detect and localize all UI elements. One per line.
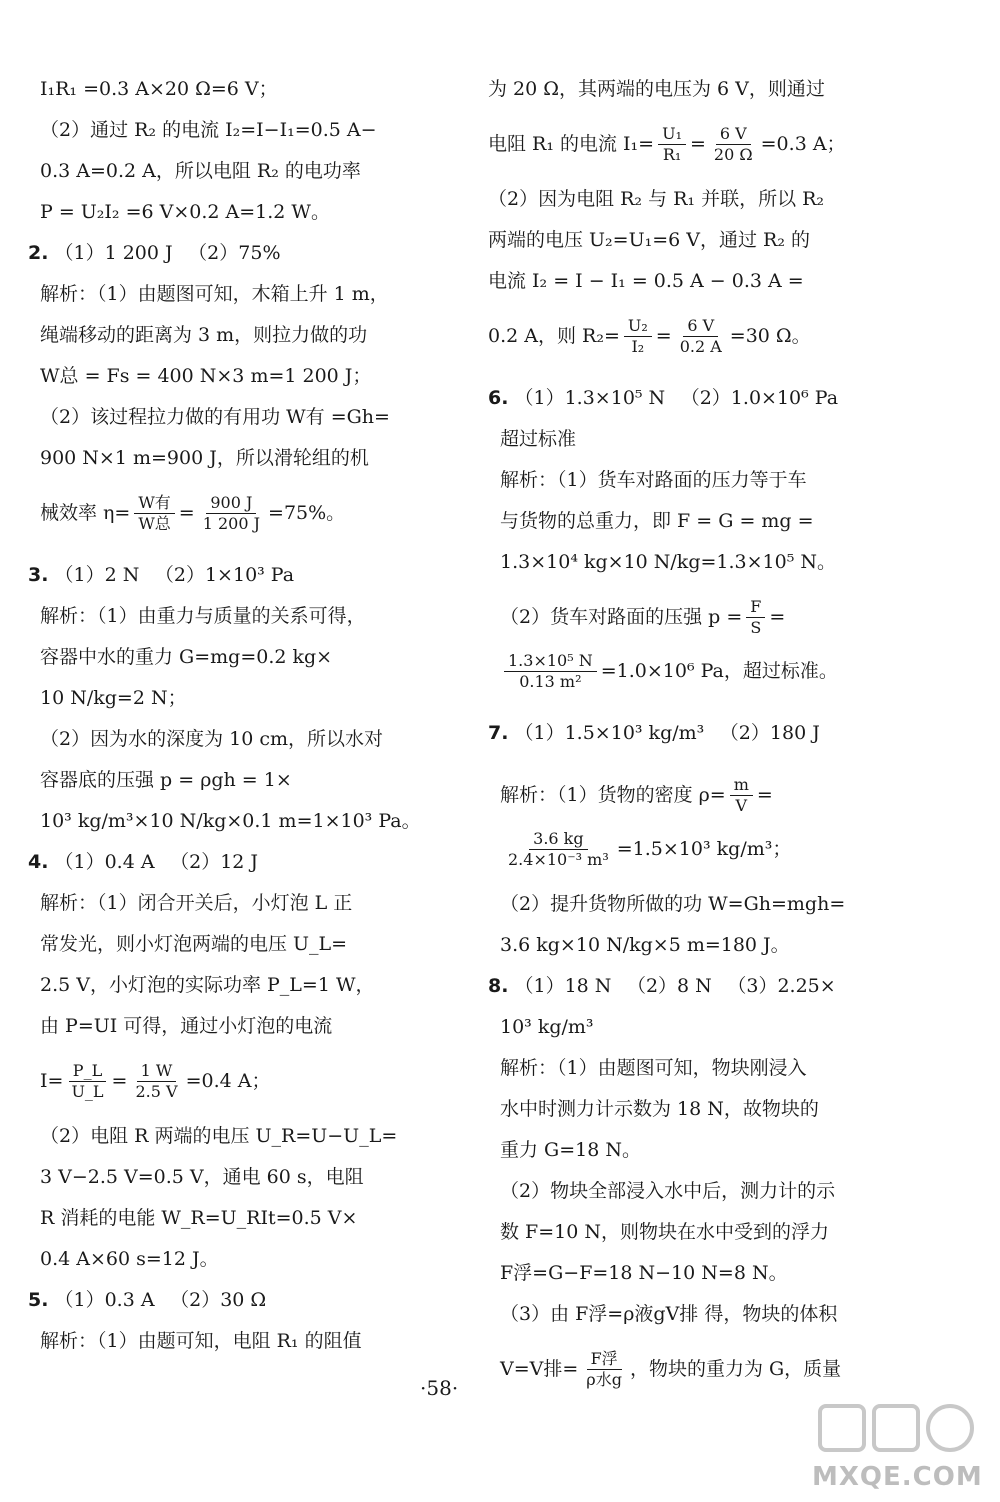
- text-line: 为 20 Ω，其两端的电压为 6 V，则通过: [488, 78, 825, 100]
- text-line: 解析：（1）由题图可知，木箱上升 1 m，: [40, 283, 389, 305]
- text-line: 重力 G=18 N。: [500, 1139, 641, 1161]
- denominator: I₂: [631, 336, 645, 356]
- text-line: 900 N×1 m=900 J，所以滑轮组的机: [40, 447, 369, 469]
- fraction: [710, 124, 757, 165]
- question-number: 2.: [28, 242, 49, 264]
- text-line: 常发光，则小灯泡两端的电压 U_L=: [40, 933, 348, 955]
- text-line: R 消耗的电能 W_R=U_RIt=0.5 V×: [40, 1207, 358, 1229]
- page-number: ·58·: [420, 1376, 459, 1400]
- left-column: [28, 76, 473, 1369]
- numerator: F: [746, 597, 765, 618]
- formula-text: 解析：（1）货物的密度 ρ=: [500, 784, 726, 806]
- formula-text: =0.3 A；: [760, 133, 846, 155]
- numerator: P_L: [69, 1061, 106, 1082]
- formula-text: =: [756, 784, 773, 806]
- numerator: 6 V: [716, 124, 751, 145]
- question-3-answer: [28, 562, 473, 588]
- text-line: 超过标准: [500, 428, 577, 450]
- denominator: U_L: [71, 1081, 104, 1101]
- text-line: 解析：（1）由题可知，电阻 R₁ 的阻值: [40, 1330, 362, 1352]
- numerator: 1.3×10⁵ N: [504, 651, 597, 672]
- numerator: 1 W: [137, 1061, 177, 1082]
- numerator: 6 V: [683, 316, 718, 337]
- text-line: 解析：（1）由重力与质量的关系可得，: [40, 605, 366, 627]
- formula-text: =75%。: [268, 502, 346, 524]
- text-line: 电流 I₂ = I − I₁ = 0.5 A − 0.3 A =: [488, 270, 804, 292]
- fraction: [504, 651, 597, 692]
- right-column: [488, 76, 958, 1396]
- formula-text: =0.4 A；: [185, 1070, 271, 1092]
- text-line: （2）通过 R₂ 的电流 I₂=I−I₁=0.5 A−: [40, 119, 377, 141]
- denominator: 0.13 m²: [519, 671, 582, 691]
- denominator: W总: [138, 513, 171, 533]
- text-line: （2）物块全部浸入水中后，测力计的示: [500, 1180, 836, 1202]
- text-line: 与货物的总重力，即 F = G = mg =: [500, 510, 814, 532]
- answer-text: （1）0.3 A （2）30 Ω: [54, 1289, 267, 1311]
- answer-text: （1）18 N （2）8 N （3）2.25×: [514, 975, 836, 997]
- formula-text: =: [178, 502, 195, 524]
- denominator: 2.5 V: [135, 1081, 178, 1101]
- denominator: 2.4×10⁻³ m³: [508, 849, 609, 869]
- text-line: 3 V−2.5 V=0.5 V，通电 60 s，电阻: [40, 1166, 364, 1188]
- formula-line: [488, 768, 958, 822]
- numerator: U₁: [658, 124, 686, 145]
- formula-text: =: [690, 133, 706, 155]
- formula-text: =: [655, 325, 672, 347]
- formula-text: =1.0×10⁶ Pa，超过标准。: [600, 660, 838, 682]
- formula-line: [488, 309, 958, 363]
- question-8-answer: [488, 973, 958, 999]
- text-line: 容器中水的重力 G=mg=0.2 kg×: [40, 646, 333, 668]
- question-number: 6.: [488, 387, 509, 409]
- fraction: [582, 1349, 626, 1390]
- denominator: R₁: [662, 144, 682, 164]
- formula-text: 0.2 A，则 R₂=: [488, 325, 620, 347]
- formula-text: =: [769, 606, 786, 628]
- denominator: 1 200 J: [202, 513, 261, 533]
- numerator: W有: [134, 493, 174, 514]
- text-line: （3）由 F浮=ρ液gV排 得，物块的体积: [500, 1303, 838, 1325]
- fraction: [504, 829, 613, 870]
- text-line: 10³ kg/m³: [500, 1016, 594, 1038]
- text-line: I₁R₁ =0.3 A×20 Ω=6 V；: [40, 78, 278, 100]
- formula-line: [28, 486, 473, 540]
- text-line: 数 F=10 N，则物块在水中受到的浮力: [500, 1221, 829, 1243]
- question-number: 4.: [28, 851, 49, 873]
- watermark-text: MXQE.COM: [812, 1462, 983, 1492]
- formula-line: [488, 1342, 958, 1396]
- text-line: 10 N/kg=2 N；: [40, 687, 187, 709]
- numerator: U₂: [624, 316, 652, 337]
- answer-text: （1）0.4 A （2）12 J: [54, 851, 259, 873]
- numerator: F浮: [587, 1349, 622, 1370]
- fraction: [746, 597, 765, 638]
- text-line: （2）提升货物所做的功 W=Gh=mgh=: [500, 893, 846, 915]
- question-number: 3.: [28, 564, 49, 586]
- text-line: F浮=G−F=18 N−10 N=8 N。: [500, 1262, 788, 1284]
- formula-line: [488, 822, 958, 876]
- numerator: 3.6 kg: [529, 829, 587, 850]
- text-line: 解析：（1）闭合开关后，小灯泡 L 正: [40, 892, 353, 914]
- text-line: W总 = Fs = 400 N×3 m=1 200 J；: [40, 365, 372, 387]
- formula-text: ，物块的重力为 G，质量: [629, 1358, 842, 1380]
- fraction: [676, 316, 726, 357]
- text-line: 0.3 A=0.2 A，所以电阻 R₂ 的电功率: [40, 160, 361, 182]
- text-line: 解析：（1）由题图可知，物块刚浸入: [500, 1057, 807, 1079]
- text-line: （2）该过程拉力做的有用功 W有 =Gh=: [40, 406, 390, 428]
- fraction: [624, 316, 652, 357]
- text-line: （2）电阻 R 两端的电压 U_R=U−U_L=: [40, 1125, 398, 1147]
- formula-text: =30 Ω。: [729, 325, 811, 347]
- text-line: 10³ kg/m³×10 N/kg×0.1 m=1×10³ Pa。: [40, 810, 421, 832]
- question-5-answer: [28, 1287, 473, 1313]
- formula-text: 械效率 η=: [40, 502, 131, 524]
- question-4-answer: [28, 849, 473, 875]
- formula-text: =: [111, 1070, 128, 1092]
- page-number-text: 58: [426, 1376, 452, 1400]
- text-line: 水中时测力计示数为 18 N，故物块的: [500, 1098, 819, 1120]
- fraction: [67, 1061, 107, 1102]
- text-line: 解析：（1）货车对路面的压力等于车: [500, 469, 807, 491]
- question-number: 5.: [28, 1289, 49, 1311]
- text-line: 容器底的压强 p = ρgh = 1×: [40, 769, 292, 791]
- answer-text: （1）1.5×10³ kg/m³ （2）180 J: [514, 722, 820, 744]
- formula-text: V=V排=: [500, 1358, 579, 1380]
- formula-line: [488, 117, 958, 171]
- text-line: （2）因为水的深度为 10 cm，所以水对: [40, 728, 384, 750]
- denominator: ρ水g: [586, 1369, 622, 1389]
- text-line: 0.4 A×60 s=12 J。: [40, 1248, 219, 1270]
- question-7-answer: [488, 720, 958, 746]
- formula-text: I=: [40, 1070, 64, 1092]
- fraction: [730, 775, 753, 816]
- denominator: 0.2 A: [679, 336, 722, 356]
- text-line: 2.5 V，小灯泡的实际功率 P_L=1 W，: [40, 974, 375, 996]
- text-line: P = U₂I₂ =6 V×0.2 A=1.2 W。: [40, 201, 330, 223]
- question-6-answer: [488, 385, 958, 411]
- text-line: 两端的电压 U₂=U₁=6 V，通过 R₂ 的: [488, 229, 810, 251]
- denominator: 20 Ω: [713, 144, 753, 164]
- text-line: 1.3×10⁴ kg×10 N/kg=1.3×10⁵ N。: [500, 551, 836, 573]
- question-number: 7.: [488, 722, 509, 744]
- denominator: V: [735, 795, 748, 815]
- text-line: 由 P=UI 可得，通过小灯泡的电流: [40, 1015, 333, 1037]
- numerator: 900 J: [206, 493, 256, 514]
- formula-line: [488, 644, 958, 698]
- answer-text: （1）2 N （2）1×10³ Pa: [54, 564, 295, 586]
- formula-line: [28, 1054, 473, 1108]
- question-2-answer: [28, 240, 473, 266]
- formula-text: （2）货车对路面的压强 p =: [500, 606, 743, 628]
- fraction: [134, 493, 174, 534]
- fraction: [658, 124, 686, 165]
- answer-text: （1）1 200 J （2）75%: [54, 242, 281, 264]
- text-line: 3.6 kg×10 N/kg×5 m=180 J。: [500, 934, 790, 956]
- text-line: 绳端移动的距离为 3 m，则拉力做的功: [40, 324, 368, 346]
- formula-text: =1.5×10³ kg/m³；: [616, 838, 792, 860]
- denominator: S: [750, 617, 762, 637]
- formula-text: 电阻 R₁ 的电流 I₁=: [488, 133, 655, 155]
- numerator: m: [730, 775, 753, 796]
- text-line: （2）因为电阻 R₂ 与 R₁ 并联，所以 R₂: [488, 188, 825, 210]
- question-number: 8.: [488, 975, 509, 997]
- answer-text: （1）1.3×10⁵ N （2）1.0×10⁶ Pa: [514, 387, 839, 409]
- fraction: [199, 493, 264, 534]
- formula-line: [488, 590, 958, 644]
- fraction: [131, 1061, 181, 1102]
